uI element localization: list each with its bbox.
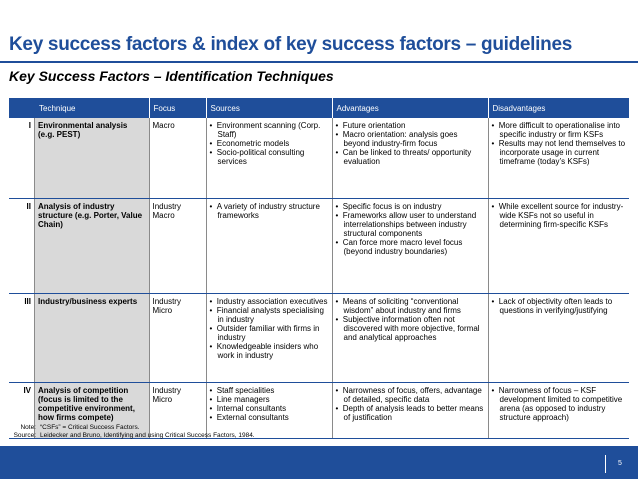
disadvantages-item: • Results may not lend themselves to incorporate usage in current timeframe (today’s KSFs) [492, 139, 627, 166]
sources-item: • Knowledgeable insiders who work in industry [210, 342, 329, 360]
advantages-item: • Means of soliciting “conventional wisdom” about industry and firms [336, 297, 485, 315]
technique-name: Analysis of competition (focus is limited to the competitive environment, how firms compete) [35, 383, 149, 438]
note-label: Note: [20, 424, 36, 431]
disadvantages-list [492, 386, 627, 422]
row-number: IV [9, 383, 35, 438]
focus-value: Micro [152, 306, 173, 315]
table-subtitle: Key Success Factors – Identification Techniques [9, 68, 334, 84]
disadvantages-cell [488, 383, 629, 439]
sources-item: • A variety of industry structure frameworks [210, 202, 329, 220]
sources-list [210, 202, 329, 220]
disadvantages-item: • Narrowness of focus – KSF development limited to competitive arena (as opposed to industry structure approach) [492, 386, 627, 422]
focus-value: Macro [152, 211, 175, 220]
disadvantages-cell [488, 118, 629, 199]
header-advantages: Advantages [332, 98, 488, 118]
advantages-item: • Subjective information often not discovered with more objective, formal and analytical approaches [336, 315, 485, 342]
footnotes [6, 424, 255, 440]
advantages-cell [332, 294, 488, 383]
advantages-item: • Can be linked to threats/ opportunity evaluation [336, 148, 485, 166]
sources-item: • Econometric models [210, 139, 329, 148]
row-number: I [9, 118, 35, 198]
table-row [9, 199, 629, 294]
footer-bar [0, 446, 638, 479]
note-text: “CSFs” = Critical Success Factors. [40, 424, 140, 431]
advantages-item: • Specific focus is on industry [336, 202, 485, 211]
sources-item: • Outsider familiar with firms in industry [210, 324, 329, 342]
row-number: III [9, 294, 35, 382]
focus-value: Macro [152, 121, 175, 130]
sources-item: • External consultants [210, 413, 329, 422]
header-disadvantages: Disadvantages [488, 98, 629, 118]
sources-item: • Environment scanning (Corp. Staff) [210, 121, 329, 139]
disadvantages-item: • Lack of objectivity often leads to questions in verifying/justifying [492, 297, 627, 315]
disadvantages-list [492, 297, 627, 315]
focus-value: Micro [152, 395, 173, 404]
focus-value: Industry [152, 202, 181, 211]
header-sources: Sources [206, 98, 332, 118]
disadvantages-list [492, 202, 627, 229]
advantages-cell [332, 199, 488, 294]
sources-list [210, 121, 329, 166]
sources-item: • Socio-political consulting services [210, 148, 329, 166]
advantages-item: • Frameworks allow user to understand interrelationships between industry structural components [336, 211, 485, 238]
advantages-cell [332, 383, 488, 439]
sources-item: • Staff specialities [210, 386, 329, 395]
ksf-table [9, 98, 630, 439]
advantages-item: • Macro orientation: analysis goes beyond industry-firm focus [336, 130, 485, 148]
table-row [9, 118, 629, 199]
advantages-item: • Narrowness of focus, offers, advantage of detailed, specific data [336, 386, 485, 404]
technique-name: Environmental analysis (e.g. PEST) [35, 118, 149, 198]
technique-cell [9, 294, 149, 383]
disadvantages-cell [488, 294, 629, 383]
technique-cell [9, 199, 149, 294]
source-text: Leidecker and Bruno, Identifying and using Critical Success Factors, 1984. [40, 432, 255, 439]
advantages-list [336, 121, 485, 166]
table-row [9, 294, 629, 383]
title-underline [0, 61, 638, 63]
disadvantages-cell [488, 199, 629, 294]
disadvantages-item: • While excellent source for industry-wide KSFs not so useful in determining firm-specific KSFs [492, 202, 627, 229]
focus-value: Industry [152, 297, 181, 306]
page-title: Key success factors & index of key success factors – guidelines [9, 34, 572, 55]
row-number: II [9, 199, 35, 293]
focus-cell [149, 199, 206, 294]
table-body [9, 118, 629, 439]
advantages-list [336, 297, 485, 342]
focus-value: Industry [152, 386, 181, 395]
focus-cell [149, 294, 206, 383]
page-number: 5 [618, 460, 622, 467]
technique-name: Analysis of industry structure (e.g. Porter, Value Chain) [35, 199, 149, 293]
advantages-list [336, 386, 485, 422]
header-focus: Focus [149, 98, 206, 118]
disadvantages-item: • More difficult to operationalise into specific industry or firm KSFs [492, 121, 627, 139]
sources-item: • Line managers [210, 395, 329, 404]
advantages-cell [332, 118, 488, 199]
sources-cell [206, 118, 332, 199]
sources-cell [206, 199, 332, 294]
advantages-item: • Depth of analysis leads to better means of justification [336, 404, 485, 422]
advantages-list [336, 202, 485, 256]
ksf-table-container [9, 98, 629, 439]
technique-cell [9, 118, 149, 199]
source-label: Source: [13, 432, 36, 439]
sources-item: • Financial analysts specialising in industry [210, 306, 329, 324]
technique-name: Industry/business experts [35, 294, 149, 382]
table-header-row [9, 98, 629, 118]
sources-cell [206, 294, 332, 383]
sources-list [210, 297, 329, 360]
focus-cell [149, 118, 206, 199]
sources-item: • Industry association executives [210, 297, 329, 306]
disadvantages-list [492, 121, 627, 166]
sources-item: • Internal consultants [210, 404, 329, 413]
advantages-item: • Future orientation [336, 121, 485, 130]
header-technique: Technique [9, 98, 149, 118]
footer-divider [605, 455, 606, 473]
advantages-item: • Can force more macro level focus (beyond industry boundaries) [336, 238, 485, 256]
sources-list [210, 386, 329, 422]
